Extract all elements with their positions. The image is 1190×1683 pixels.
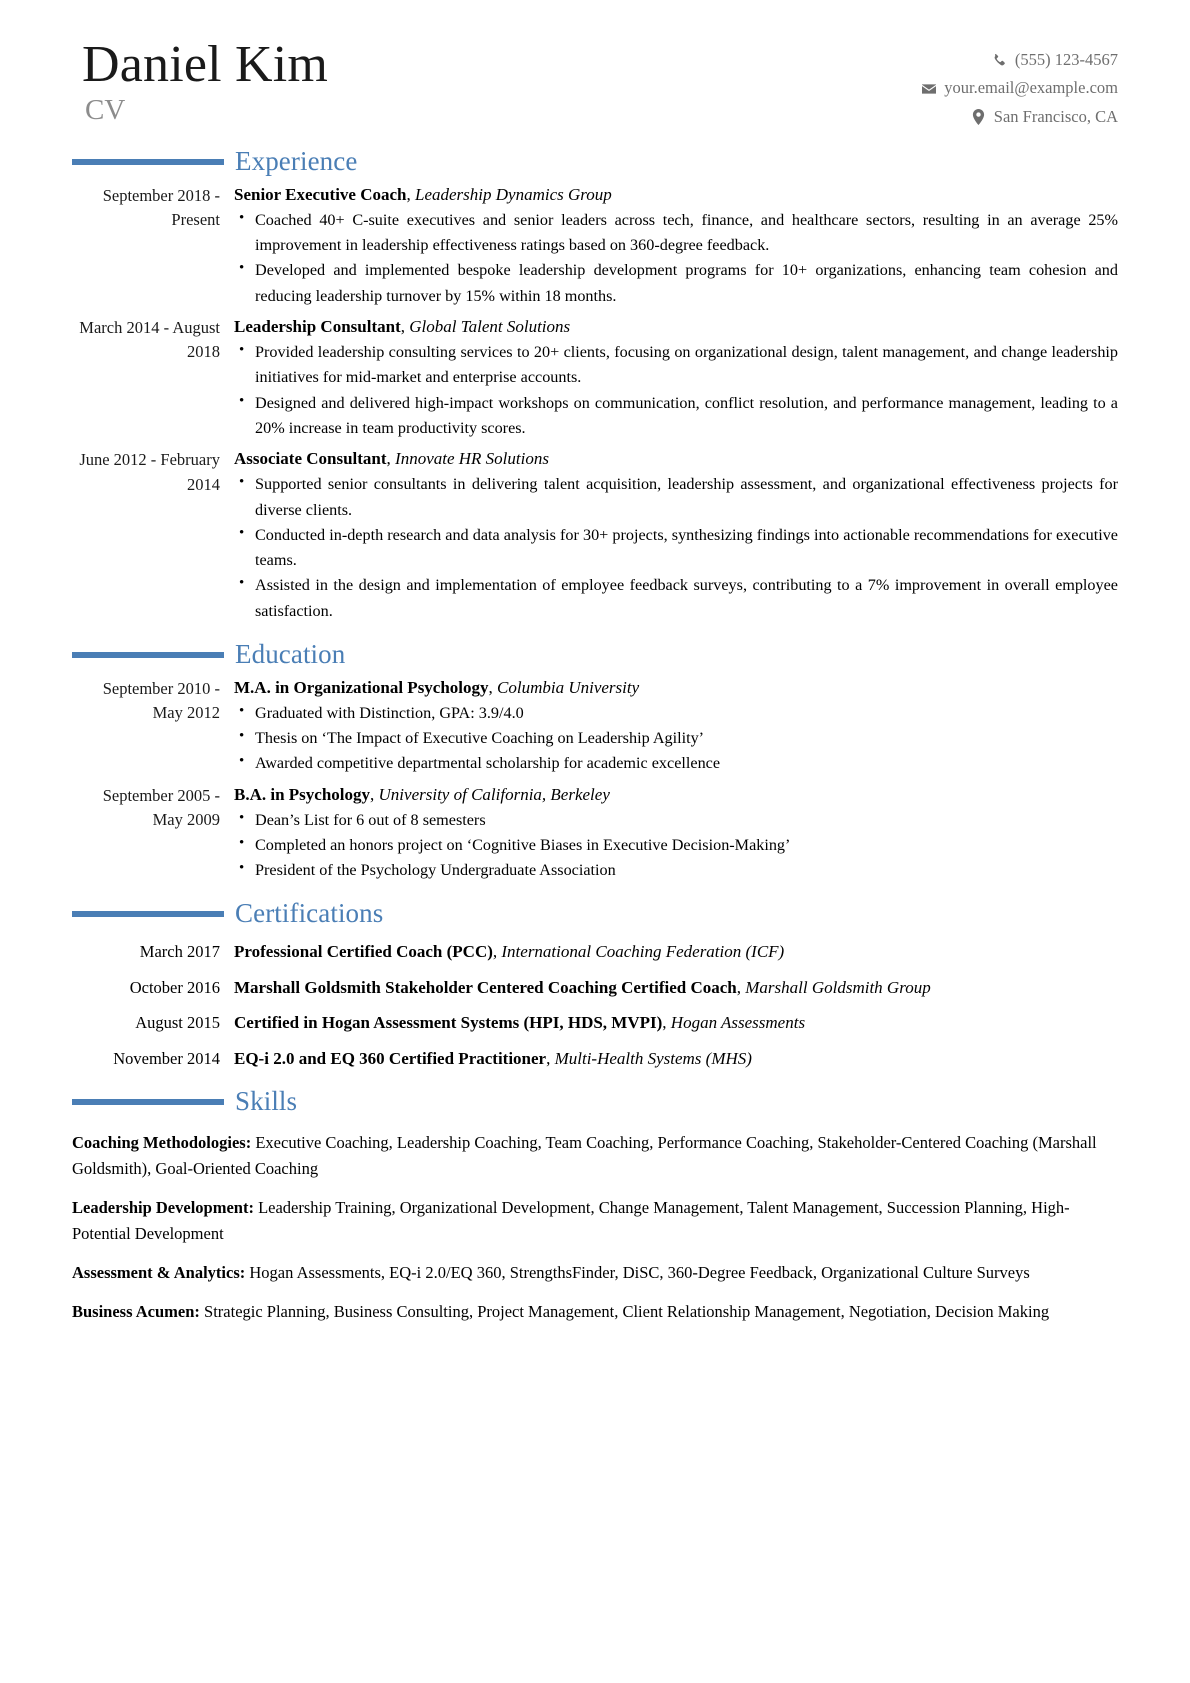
entry-date: September 2018 - Present (102, 185, 220, 230)
bullet-item: • Dean’s List for 6 out of 8 semesters (234, 808, 1118, 833)
entry-degree: B.A. in Psychology (234, 784, 371, 804)
certification-body (234, 975, 1118, 1001)
skill-items: Executive Coaching, Leadership Coaching, Team Coaching, Performance Coaching, Stakeholder-Centered Coaching (Marshall Goldsmith), Goal-Oriented Coaching (72, 1132, 1097, 1178)
entry-separator: , (386, 449, 396, 469)
certification-name: EQ-i 2.0 and EQ 360 Certified Practitioner (234, 1048, 547, 1068)
entry-bullets (234, 808, 1118, 884)
certification-name: Certified in Hogan Assessment Systems (HPI, HDS, MVPI) (234, 1013, 663, 1033)
section-rule (72, 652, 224, 658)
location-pin-icon (970, 108, 987, 125)
entry-institution: Columbia University (497, 677, 640, 697)
entry-body (234, 315, 1118, 441)
bullet-item: • Assisted in the design and implementation of employee feedback surveys, contributing to a 7% improvement in overall employee satisfaction. (234, 573, 1118, 624)
entry-body (234, 783, 1118, 884)
entry-org: Innovate HR Solutions (395, 449, 549, 469)
certification-body (234, 939, 1118, 965)
bullet-item: • Conducted in-depth research and data analysis for 30+ projects, synthesizing findings into actionable recommendations for executive teams. (234, 523, 1118, 574)
contact-block (920, 36, 1118, 131)
skill-category-label: Business Acumen: (72, 1302, 200, 1322)
skill-group (72, 1260, 1118, 1286)
entry-role: Leadership Consultant (234, 317, 401, 336)
entry-role: Senior Executive Coach (234, 184, 407, 204)
entry-bullets (234, 472, 1118, 624)
certification-separator: , (492, 942, 502, 962)
certification-body (234, 1046, 1118, 1072)
section-header-skills (72, 1087, 1118, 1117)
education-entry (72, 783, 1118, 884)
entry-body (234, 447, 1118, 624)
skill-items: Leadership Training, Organizational Development, Change Management, Talent Management, Succession Planning, High-Potential Development (72, 1197, 1070, 1243)
certification-date: August 2015 (135, 1013, 220, 1033)
entry-separator: , (370, 784, 379, 804)
bullet-item: • Coached 40+ C-suite executives and senior leaders across tech, finance, and healthcare sectors, resulting in an average 25% improvement in leadership effectiveness ratings based on 360-degree feedback. (234, 208, 1118, 259)
certification-separator: , (662, 1013, 671, 1033)
skill-items: Hogan Assessments, EQ-i 2.0/EQ 360, StrengthsFinder, DiSC, 360-Degree Feedback, Organizational Culture Surveys (249, 1263, 1030, 1283)
name-block (82, 36, 328, 127)
certification-issuer: International Coaching Federation (ICF) (501, 942, 785, 962)
entry-body (234, 183, 1118, 309)
email-text: your.email@example.com (944, 78, 1118, 98)
section-header-certifications (72, 899, 1118, 929)
section-title-certifications: Certifications (235, 898, 384, 929)
envelope-icon (920, 80, 937, 97)
skill-group (72, 1195, 1118, 1247)
certification-body (234, 1010, 1118, 1036)
certification-separator: , (546, 1048, 555, 1068)
entry-date: September 2010 - May 2012 (102, 678, 220, 722)
contact-email (920, 74, 1118, 102)
certification-issuer: Multi-Health Systems (MHS) (554, 1048, 752, 1068)
entry-org: Leadership Dynamics Group (415, 184, 612, 204)
document-subtitle: CV (85, 94, 126, 127)
phone-icon (991, 52, 1008, 69)
entry-title (234, 783, 1118, 807)
skill-items: Strategic Planning, Business Consulting, Project Management, Client Relationship Management, Negotiation, Decision Making (204, 1302, 1050, 1322)
certification-name: Professional Certified Coach (PCC) (234, 942, 493, 962)
bullet-item: • President of the Psychology Undergraduate Association (234, 858, 1118, 883)
section-title-education: Education (235, 638, 346, 669)
skill-group (72, 1299, 1118, 1325)
certification-entry (72, 1046, 1118, 1072)
experience-entry (72, 447, 1118, 624)
bullet-item: • Awarded competitive departmental scholarship for academic excellence (234, 751, 1118, 776)
experience-entry (72, 183, 1118, 309)
skill-group (72, 1130, 1118, 1182)
entry-bullets (234, 340, 1118, 441)
certification-entry (72, 939, 1118, 965)
section-rule (72, 1099, 224, 1105)
section-rule (72, 159, 224, 165)
entry-degree: M.A. in Organizational Psychology (234, 677, 489, 697)
entry-bullets (234, 701, 1118, 777)
bullet-item: • Thesis on ‘The Impact of Executive Coaching on Leadership Agility’ (234, 726, 1118, 751)
entry-bullets (234, 208, 1118, 309)
contact-phone (920, 46, 1118, 74)
certification-date: November 2014 (113, 1048, 220, 1068)
entry-title (234, 676, 1118, 700)
location-text: San Francisco, CA (993, 106, 1118, 126)
contact-location (920, 103, 1118, 131)
section-header-experience (72, 147, 1118, 177)
certification-date: March 2017 (139, 942, 220, 962)
certification-entry (72, 975, 1118, 1001)
certification-issuer: Hogan Assessments (670, 1013, 806, 1033)
education-entry (72, 676, 1118, 777)
candidate-name: Daniel Kim (82, 36, 329, 93)
entry-org: Global Talent Solutions (409, 317, 571, 336)
bullet-item: • Provided leadership consulting services to 20+ clients, focusing on organizational design, talent management, and change leadership initiatives for mid-market and enterprise accounts. (234, 340, 1118, 391)
bullet-item: • Designed and delivered high-impact workshops on communication, conflict resolution, and performance management, leading to a 20% increase in team productivity scores. (234, 391, 1118, 442)
certification-name: Marshall Goldsmith Stakeholder Centered Coaching Certified Coach (234, 977, 737, 997)
skill-category-label: Assessment & Analytics: (72, 1263, 246, 1283)
section-title-skills: Skills (235, 1086, 298, 1117)
certification-separator: , (736, 977, 746, 997)
entry-separator: , (400, 317, 410, 336)
section-title-experience: Experience (235, 146, 358, 177)
entry-role: Associate Consultant (234, 449, 387, 469)
entry-date: June 2012 - February 2014 (79, 450, 220, 494)
skill-category-label: Coaching Methodologies: (72, 1132, 252, 1152)
entry-title (234, 315, 1118, 339)
entry-separator: , (488, 677, 498, 697)
entry-body (234, 676, 1118, 777)
bullet-item: • Completed an honors project on ‘Cognitive Biases in Executive Decision-Making’ (234, 833, 1118, 858)
phone-text: (555) 123-4567 (1014, 50, 1118, 69)
entry-date: March 2014 - August 2018 (79, 318, 220, 362)
entry-title (234, 447, 1118, 471)
section-rule (72, 911, 224, 917)
entry-separator: , (406, 184, 416, 204)
certification-issuer: Marshall Goldsmith Group (745, 977, 931, 997)
certification-entry (72, 1010, 1118, 1036)
skill-category-label: Leadership Development: (72, 1197, 254, 1217)
cv-header (72, 36, 1118, 131)
entry-institution: University of California, Berkeley (378, 784, 610, 804)
experience-entry (72, 315, 1118, 441)
certification-date: October 2016 (129, 977, 220, 997)
entry-date: September 2005 - May 2009 (102, 785, 220, 829)
bullet-item: • Graduated with Distinction, GPA: 3.9/4.0 (234, 701, 1118, 726)
entry-title (234, 183, 1118, 207)
bullet-item: • Developed and implemented bespoke leadership development programs for 10+ organizations, enhancing team cohesion and reducing leadership turnover by 15% within 18 months. (234, 258, 1118, 309)
section-header-education (72, 640, 1118, 670)
bullet-item: • Supported senior consultants in delivering talent acquisition, leadership assessment, and organizational effectiveness projects for diverse clients. (234, 472, 1118, 523)
